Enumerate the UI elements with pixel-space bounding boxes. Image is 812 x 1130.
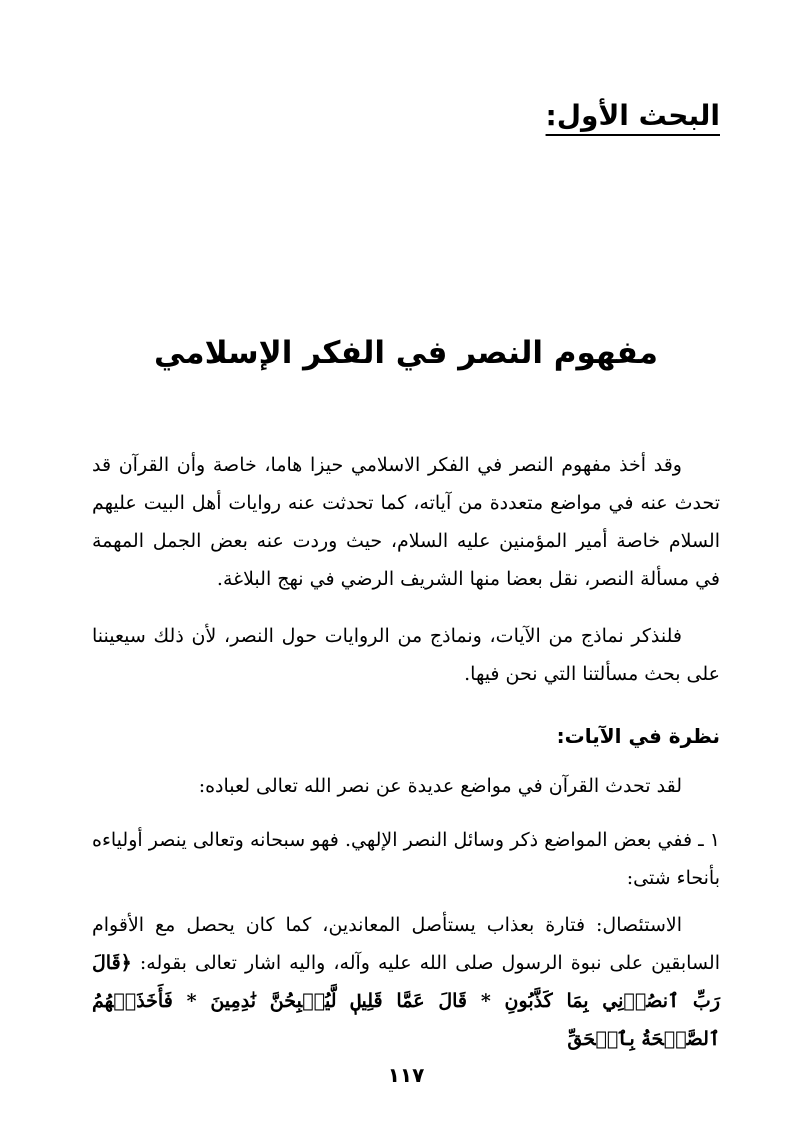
paragraph-examples: فلنذكر نماذج من الآيات، ونماذج من الروايات حول النصر، لأن ذلك سيعيننا على بحث مسألتنا التي نحن فيها. (92, 625, 720, 685)
eradication-text: الاستئصال: فتارة بعذاب يستأصل المعاندين، كما كان يحصل مع الأقوام السابقين على نبوة الرسول صلى الله عليه وآله، واليه اشار تعالى بقوله: (92, 914, 720, 974)
paragraph-means-of-victory: ١ ـ ففي بعض المواضع ذكر وسائل النصر الإلهي. فهو سبحانه وتعالى ينصر أولياءه بأنحاء شتى: (92, 829, 720, 889)
chapter-title: مفهوم النصر في الفكر الإسلامي (154, 335, 658, 371)
paragraph-quran-mentions: لقد تحدث القرآن في مواضع عديدة عن نصر الله تعالى لعباده: (198, 775, 682, 797)
paragraph-eradication (92, 906, 720, 1058)
section-label: البحث الأول: (545, 99, 720, 132)
quran-verse: ﴿قَالَ رَبِّ ٱنصُرۡنِي بِمَا كَذَّبُونِ * قَالَ عَمَّا قَلِيلٖ لَّيُصۡبِحُنَّ نَٰدِمِينَ * فَأَخَذَتۡهُمُ ٱلصَّيۡحَةُ بِٱلۡحَقِّ (92, 952, 720, 1050)
page-number: ١١٧ (387, 1063, 425, 1087)
subheading-verses: نظرة في الآيات: (556, 724, 720, 748)
paragraph-intro: وقد أخذ مفهوم النصر في الفكر الاسلامي حيزا هاما، خاصة وأن القرآن قد تحدث عنه في مواضع متعددة من آياته، كما تحدثت عنه روايات أهل البيت عليهم السلام خاصة أمير المؤمنين عليه السلام، حيث وردت عنه بعض الجمل المهمة في مسألة النصر، نقل بعضا منها الشريف الرضي في نهج البلاغة. (92, 454, 720, 590)
